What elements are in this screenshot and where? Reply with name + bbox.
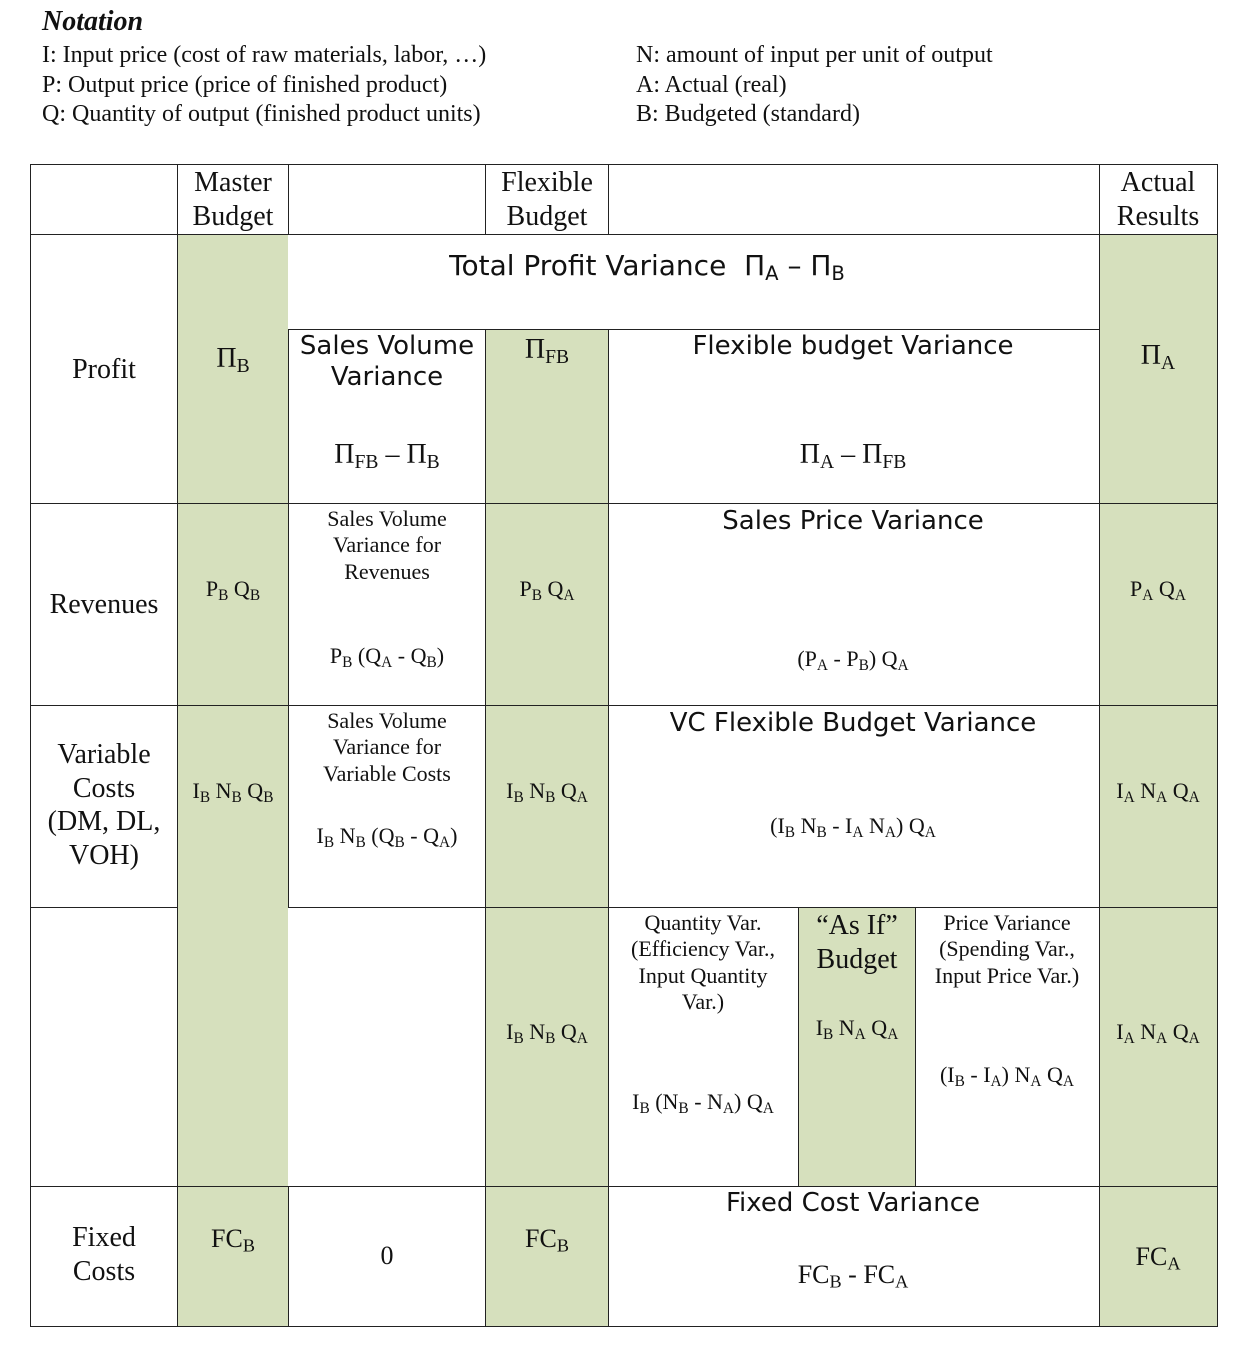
price-variance-formula: $(I_B - I_A)$ $N_A$ $Q_A$	[939, 1062, 1075, 1090]
fixed-costs-master: $FC_B$	[211, 1224, 255, 1256]
svv-revenues-formula: $P_B$ $(Q_A - Q_B)$	[329, 643, 445, 671]
flexible-budget-variance-formula: $\Pi_A - \Pi_{FB}$	[799, 439, 907, 473]
fixed-costs-sales-volume: 0	[380, 1241, 394, 1270]
header-flexible-budget: Flexible Budget	[501, 167, 593, 232]
as-if-budget: “As If” Budget	[816, 910, 898, 975]
variable-costs-actual: $I_A$ $N_A$ $Q_A$	[1116, 778, 1200, 806]
row-label-revenues: Revenues	[49, 589, 159, 620]
row-label-variable-costs: Variable Costs (DM, DL, VOH)	[47, 739, 161, 871]
notation-budgeted: B: Budgeted (standard)	[636, 101, 860, 127]
profit-flexible: $\Pi_{FB}$	[524, 334, 570, 368]
total-profit-variance: Total Profit Variance $\Pi_A - \Pi_B$	[449, 249, 845, 285]
notation-actual: A: Actual (real)	[636, 72, 787, 98]
flexible-budget-column	[486, 330, 608, 1326]
flexible-budget-variance: Flexible budget Variance	[692, 331, 1014, 361]
svv-variable-costs-formula: $I_B$ $N_B$ $(Q_B - Q_A)$	[316, 823, 458, 851]
vc-flexible-budget-variance-formula: ($I_B$ $N_B - I_A$ $N_A$) $Q_A$	[770, 813, 936, 841]
detail-flexible: $I_B$ $N_B$ $Q_A$	[506, 1019, 588, 1047]
vc-flexible-budget-variance: VC Flexible Budget Variance	[669, 708, 1037, 738]
notation-input-price: I: Input price (cost of raw materials, labor, …)	[42, 42, 487, 68]
as-if-budget-formula: $I_B$ $N_A$ $Q_A$	[815, 1015, 899, 1043]
sales-price-variance: Sales Price Variance	[722, 506, 984, 536]
detail-actual: $I_A$ $N_A$ $Q_A$	[1116, 1019, 1200, 1047]
header-actual-results: Actual Results	[1116, 167, 1200, 232]
sales-volume-variance-revenues: Sales Volume Variance for Revenues	[327, 506, 447, 584]
notation-output-price: P: Output price (price of finished product)	[42, 72, 448, 98]
fixed-costs-flexible: $FC_B$	[525, 1224, 569, 1256]
row-label-fixed-costs: Fixed Costs	[72, 1222, 136, 1287]
price-variance: Price Variance (Spending Var., Input Price Var.)	[934, 910, 1080, 988]
sales-volume-variance: Sales Volume Variance	[299, 331, 475, 393]
variable-costs-master: $I_B$ $N_B$ $Q_B$	[192, 778, 274, 806]
notation-quantity: Q: Quantity of output (finished product units)	[42, 101, 481, 127]
quantity-variance: Quantity Var. (Efficiency Var., Input Quantity Var.)	[631, 910, 775, 1015]
revenues-master: $P_B$ $Q_B$	[205, 576, 261, 604]
fixed-costs-actual: $FC_A$	[1135, 1242, 1181, 1274]
fixed-cost-variance: Fixed Cost Variance	[725, 1188, 981, 1218]
header-master-budget: Master Budget	[192, 167, 274, 232]
revenues-flexible: $P_B$ $Q_A$	[519, 576, 575, 604]
quantity-variance-formula: $I_B$ $(N_B - N_A)$ $Q_A$	[632, 1089, 774, 1117]
notation-input-amount: N: amount of input per unit of output	[636, 42, 993, 68]
profit-master: $\Pi_B$	[216, 343, 250, 377]
variable-costs-flexible: $I_B$ $N_B$ $Q_A$	[506, 778, 588, 806]
revenues-actual: $P_A$ $Q_A$	[1130, 576, 1186, 604]
notation-title: Notation	[42, 6, 144, 37]
row-label-profit: Profit	[72, 354, 136, 385]
profit-actual: $\Pi_A$	[1140, 340, 1176, 374]
fixed-cost-variance-formula: $FC_B - FC_A$	[797, 1260, 909, 1292]
sales-volume-variance-variable-costs: Sales Volume Variance for Variable Costs	[323, 708, 451, 786]
sales-volume-variance-formula: $\Pi_{FB} - \Pi_B$	[334, 439, 440, 473]
sales-price-variance-formula: $(P_A - P_B)$ $Q_A$	[797, 646, 909, 674]
